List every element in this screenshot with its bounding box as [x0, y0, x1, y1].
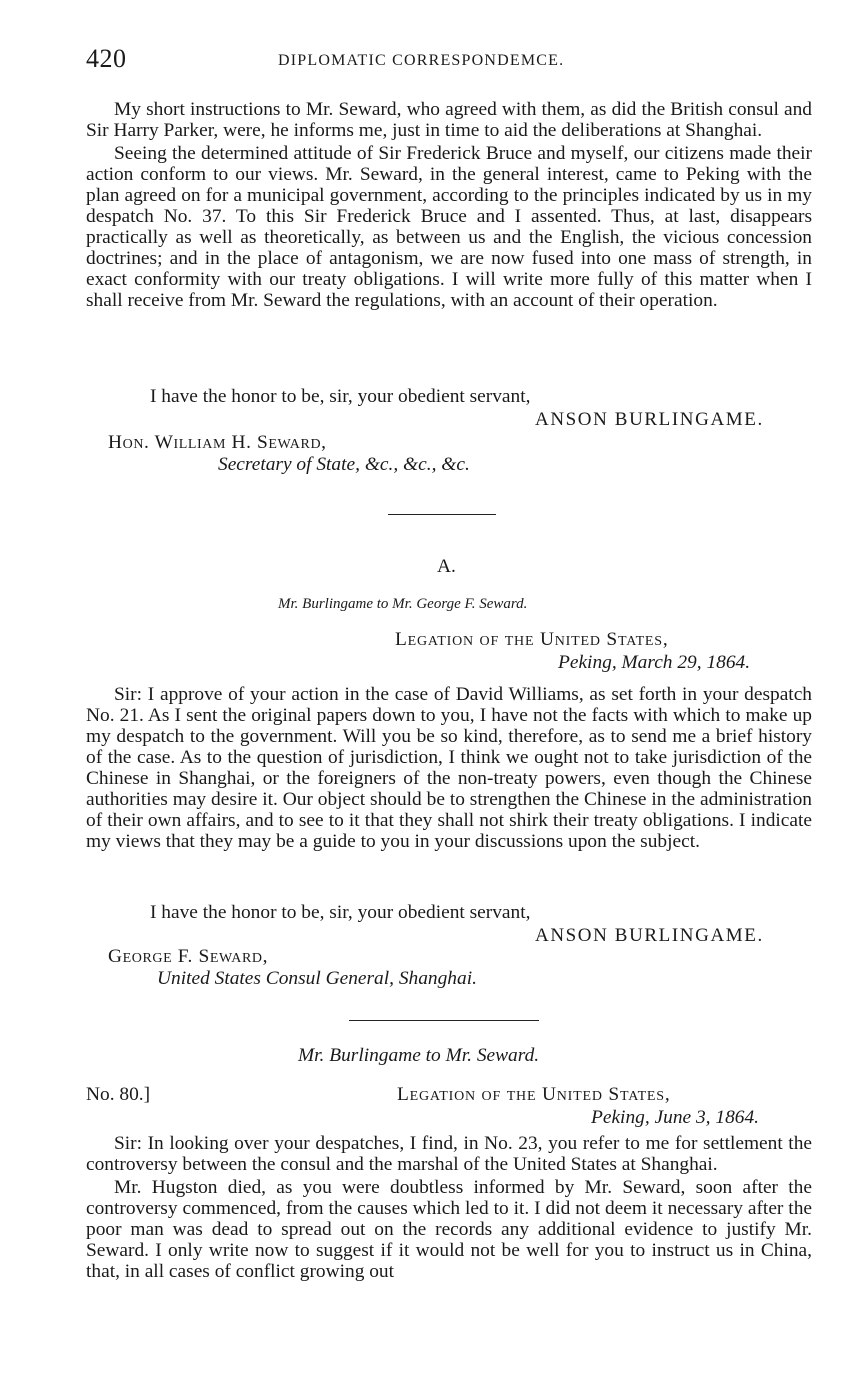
- section-divider: [388, 514, 496, 515]
- signature: ANSON BURLINGAME.: [535, 925, 764, 946]
- addressee-name: George F. Seward,: [108, 946, 269, 967]
- page-number: 420: [86, 44, 127, 73]
- enclosure-label: A.: [437, 556, 456, 577]
- place-date: Peking, June 3, 1864.: [591, 1107, 760, 1128]
- signature: ANSON BURLINGAME.: [535, 409, 764, 430]
- letter-heading: Mr. Burlingame to Mr. Seward.: [298, 1045, 540, 1066]
- paragraph: Sir: In looking over your despatches, I find, in No. 23, you refer to me for settlement the controversy between the consul and the marshal of the United States at Shanghai.: [86, 1133, 812, 1175]
- place-date: Peking, March 29, 1864.: [558, 652, 751, 673]
- letter-heading: Mr. Burlingame to Mr. George F. Seward.: [278, 596, 528, 612]
- paragraph: My short instructions to Mr. Seward, who agreed with them, as did the British consul and Sir Harry Parker, were, he informs me, just in time to aid the deliberations at Shanghai.: [86, 99, 812, 141]
- running-title: DIPLOMATIC CORRESPONDEMCE.: [278, 52, 565, 69]
- section-divider: [349, 1020, 539, 1021]
- paragraph: Seeing the determined attitude of Sir Frederick Bruce and myself, our citizens made their action conform to our views. Mr. Seward, in the general interest, came to Peking with the plan agreed on for a municipal government, according to the principles indicated by us in my despatch No. 37. To this Sir Frederick Bruce and I assented. Thus, at last, disappears practically as well as theoretically, as between us and the English, the vicious concession doctrines; and in the place of antagonism, we are now fused into one mass of strength, in exact conformity with our treaty obligations. I will write more fully of this matter when I shall receive from Mr. Seward the regulations, with an account of their operation.: [86, 143, 812, 311]
- enclosure-body: [86, 684, 812, 854]
- letter1-body: [86, 99, 812, 313]
- letter2-body: [86, 1133, 812, 1284]
- legation-line: Legation of the United States,: [397, 1084, 671, 1105]
- paragraph: Sir: I approve of your action in the case of David Williams, as set forth in your despatch No. 21. As I sent the original papers down to you, I have not the facts with which to make up my despatch to the government. Will you be so kind, therefore, as to send me a brief history of the case. As to the question of jurisdiction, I think we ought not to take jurisdiction of the Chinese in Shanghai, or the foreigners of the non-treaty powers, even though the Chinese authorities may desire it. Our object should be to strengthen the Chinese in the administration of their own affairs, and to see to it that they shall not shirk their treaty obligations. I indicate my views that they may be a guide to you in your discussions upon the subject.: [86, 684, 812, 852]
- closing-line: I have the honor to be, sir, your obedient servant,: [150, 386, 531, 407]
- closing-line: I have the honor to be, sir, your obedient servant,: [150, 902, 531, 923]
- addressee-name: Hon. William H. Seward,: [108, 432, 327, 453]
- addressee-title: United States Consul General, Shanghai.: [157, 968, 477, 989]
- legation-line: Legation of the United States,: [395, 629, 669, 650]
- addressee-title: Secretary of State, &c., &c., &c.: [218, 454, 470, 475]
- paragraph: Mr. Hugston died, as you were doubtless informed by Mr. Seward, soon after the controversy commenced, from the causes which led to it. I did not deem it necessary after the poor man was dead to spread out on the records any additional evidence to justify Mr. Seward. I only write now to suggest if it would not be well for you to instruct us in China, that, in all cases of conflict growing out: [86, 1177, 812, 1282]
- despatch-number: No. 80.]: [86, 1084, 151, 1105]
